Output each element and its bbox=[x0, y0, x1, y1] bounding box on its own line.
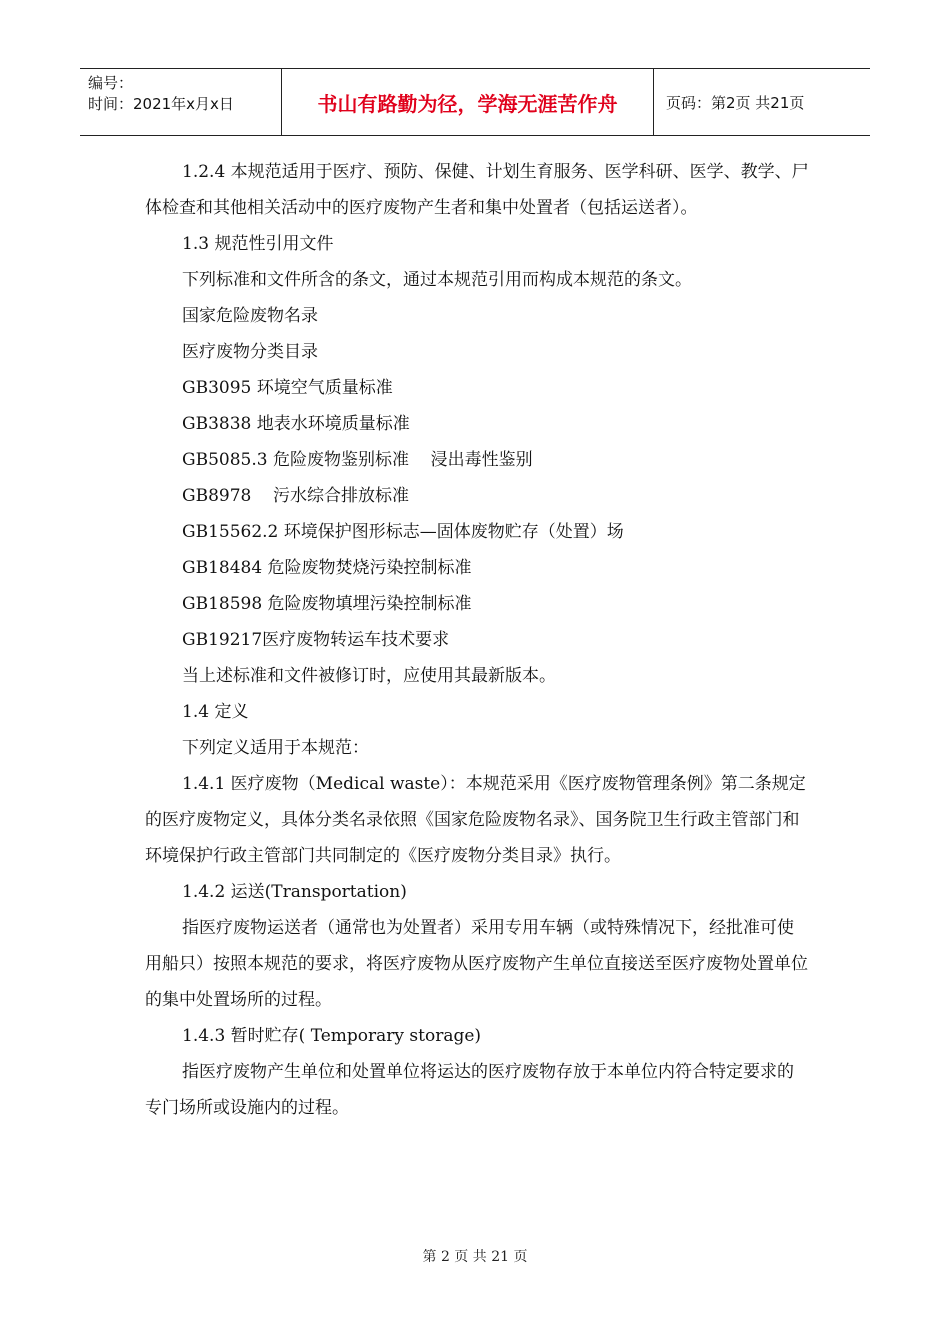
document-body bbox=[145, 154, 810, 1126]
definition-1-4-2: 指医疗废物运送者（通常也为处置者）采用专用车辆（或特殊情况下，经批准可使用船只）按照本规范的要求，将医疗废物从医疗废物产生单位直接送至医疗废物处置单位的集中处置场所的过程。 bbox=[145, 918, 808, 1010]
reference-item: GB5085.3 危险废物鉴别标准 浸出毒性鉴别 bbox=[182, 450, 533, 470]
reference-item: 医疗废物分类目录 bbox=[182, 342, 318, 362]
section-heading-1-4-3: 1.4.3 暂时贮存( Temporary storage) bbox=[182, 1026, 482, 1046]
section-heading-1-4: 1.4 定义 bbox=[182, 702, 249, 722]
reference-item: GB18484 危险废物焚烧污染控制标准 bbox=[182, 558, 472, 578]
reference-item: GB3095 环境空气质量标准 bbox=[182, 378, 393, 398]
reference-item: GB18598 危险废物填埋污染控制标准 bbox=[182, 594, 472, 614]
reference-intro: 下列标准和文件所含的条文，通过本规范引用而构成本规范的条文。 bbox=[182, 270, 692, 290]
header-motto bbox=[282, 69, 654, 135]
page-footer bbox=[0, 1246, 950, 1266]
section-heading-1-4-2: 1.4.2 运送(Transportation) bbox=[182, 882, 407, 902]
definition-1-4-1: 1.4.1 医疗废物（Medical waste）：本规范采用《医疗废物管理条例》第二条规定的医疗废物定义，具体分类名录依照《国家危险废物名录》、国务院卫生行政主管部门和环境保护行政主管部门共同制定的《医疗废物分类目录》执行。 bbox=[145, 774, 806, 866]
paragraph-1-2-4: 1.2.4 本规范适用于医疗、预防、保健、计划生育服务、医学科研、医学、教学、尸体检查和其他相关活动中的医疗废物产生者和集中处置者（包括运送者）。 bbox=[145, 162, 809, 218]
section-heading-1-3: 1.3 规范性引用文件 bbox=[182, 234, 334, 254]
serial-number-label: 编号： bbox=[88, 74, 134, 92]
date-label: 时间：2021年x月x日 bbox=[88, 95, 234, 113]
reference-item: GB19217医疗废物转运车技术要求 bbox=[182, 630, 450, 650]
footer-page-number: 第 2 页 共 21 页 bbox=[422, 1249, 528, 1265]
motto-text: 书山有路勤为径，学海无涯苦作舟 bbox=[317, 91, 618, 116]
reference-item: GB3838 地表水环境质量标准 bbox=[182, 414, 410, 434]
header-page-info bbox=[654, 69, 870, 135]
reference-item: GB15562.2 环境保护图形标志—固体废物贮存（处置）场 bbox=[182, 522, 624, 542]
reference-item: GB8978 污水综合排放标准 bbox=[182, 486, 409, 506]
update-note: 当上述标准和文件被修订时，应使用其最新版本。 bbox=[182, 666, 556, 686]
header-meta bbox=[80, 69, 282, 135]
definition-intro: 下列定义适用于本规范： bbox=[182, 738, 369, 758]
reference-item: 国家危险废物名录 bbox=[182, 306, 318, 326]
page-header bbox=[80, 68, 870, 136]
definition-1-4-3: 指医疗废物产生单位和处置单位将运达的医疗废物存放于本单位内符合特定要求的专门场所或设施内的过程。 bbox=[145, 1062, 794, 1118]
page-info-text: 页码：第2页 共21页 bbox=[666, 93, 805, 112]
